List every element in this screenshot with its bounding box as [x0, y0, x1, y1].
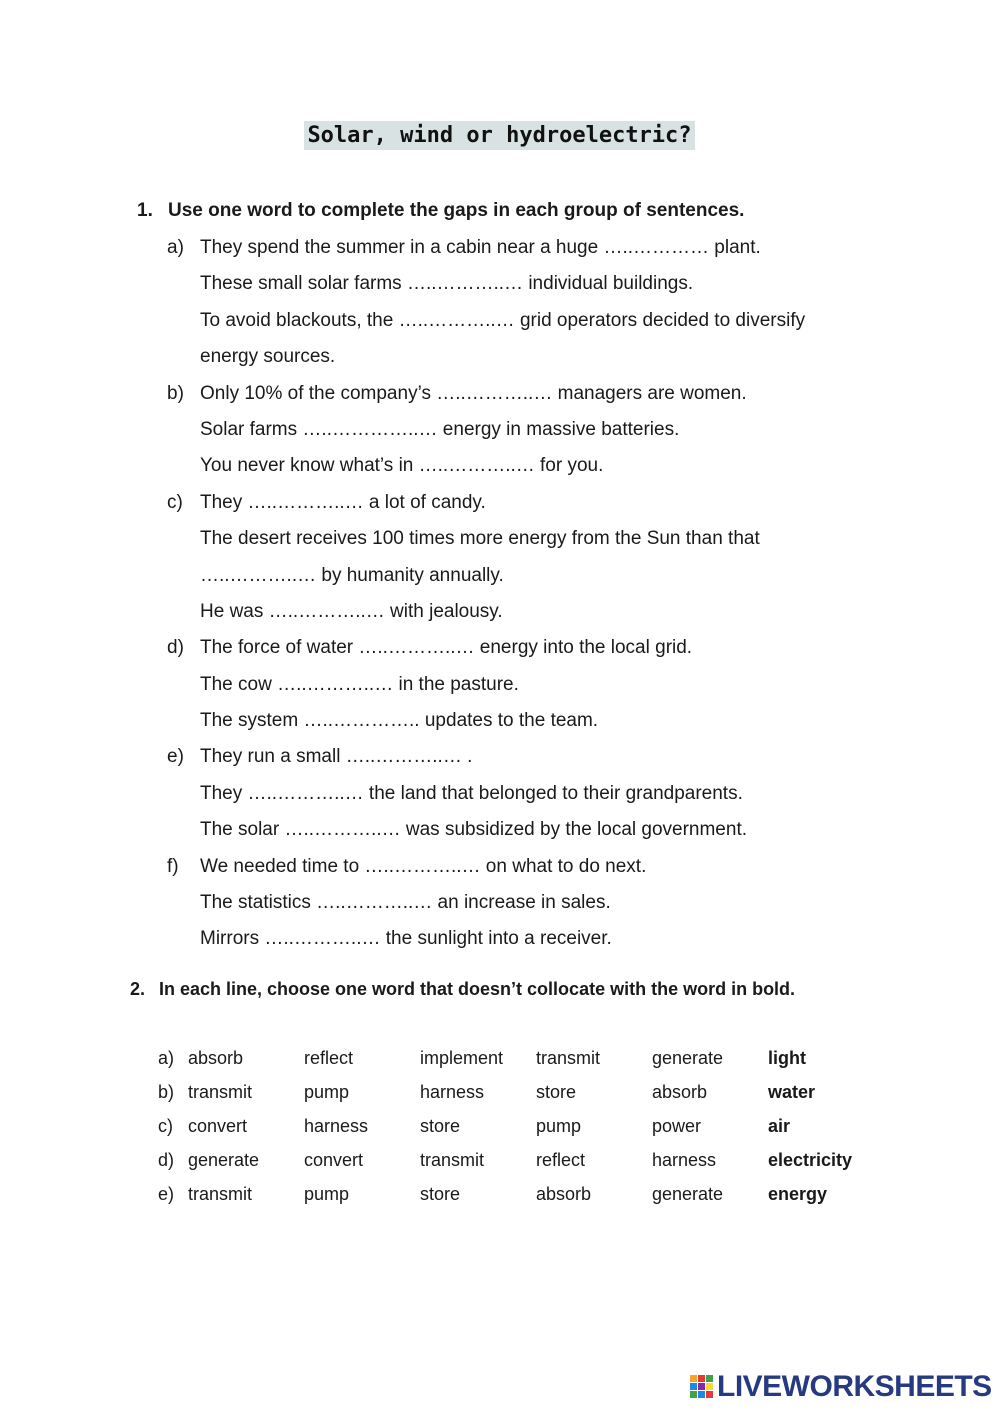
sentence-line [167, 921, 907, 957]
sentence-text: Only 10% of the company’s …..………..… managers are women. [200, 382, 747, 404]
word-option[interactable]: convert [188, 1115, 248, 1136]
sentence-text: The system …..………….. updates to the team. [200, 710, 599, 732]
collocation-table [158, 1041, 852, 1211]
brand-name: LIVEWORKSHEETS [717, 1370, 992, 1403]
sentence-line [167, 230, 907, 266]
sentence-text: These small solar farms …..………..… individual buildings. [200, 273, 694, 295]
sentence-text: The cow …..………..… in the pasture. [200, 673, 519, 695]
word-option[interactable]: harness [304, 1115, 369, 1136]
bold-keyword: water [768, 1081, 816, 1102]
word-option[interactable]: power [652, 1115, 702, 1136]
table-row [158, 1075, 852, 1109]
sentence-line [167, 849, 907, 885]
sentence-line [167, 303, 907, 339]
word-option[interactable]: store [420, 1115, 461, 1136]
sentence-text: The solar …..………..… was subsidized by the local government. [200, 819, 748, 841]
word-option[interactable]: harness [420, 1081, 485, 1102]
sentence-line [167, 485, 907, 521]
group-label: a) [167, 237, 184, 258]
exercise2-heading [130, 979, 795, 1000]
word-option[interactable]: absorb [536, 1183, 592, 1204]
word-option[interactable]: absorb [652, 1081, 708, 1102]
word-option[interactable]: reflect [304, 1047, 354, 1068]
word-option[interactable]: generate [652, 1047, 724, 1068]
group-label: c) [167, 491, 183, 513]
sentence-line [167, 630, 907, 666]
exercise2-instruction: In each line, choose one word that doesn’t collocate with the word in bold. [159, 979, 796, 999]
word-option[interactable]: generate [188, 1149, 260, 1170]
sentence-text: The force of water …..………..… energy into the local grid. [200, 637, 693, 659]
sentence-text: To avoid blackouts, the …..………..… grid operators decided to diversify [200, 309, 806, 331]
sentence-line [167, 739, 907, 775]
group-label: b) [167, 382, 184, 404]
table-row [158, 1143, 852, 1177]
title-container [0, 121, 999, 150]
sentence-line [167, 339, 907, 375]
word-option[interactable]: absorb [188, 1047, 244, 1068]
sentence-text: The desert receives 100 times more energy from the Sun than that [200, 528, 760, 550]
sentence-line [167, 376, 907, 412]
word-option[interactable]: transmit [188, 1081, 253, 1102]
sentence-line [167, 558, 907, 594]
row-label: d) [158, 1149, 175, 1170]
word-option[interactable]: pump [304, 1081, 350, 1102]
sentence-text: …..………..… by humanity annually. [200, 564, 504, 586]
sentence-text: They run a small …..………..… . [200, 746, 473, 768]
row-label: c) [158, 1115, 173, 1136]
sentence-line [167, 703, 907, 739]
word-option[interactable]: harness [652, 1149, 717, 1170]
word-option[interactable]: generate [652, 1183, 724, 1204]
sentence-text: They …..………..… the land that belonged to their grandparents. [200, 782, 743, 804]
sentence-line [167, 412, 907, 448]
exercise1-number: 1. [137, 200, 153, 221]
sentence-line [167, 448, 907, 484]
table-row [158, 1041, 852, 1075]
row-label: e) [158, 1183, 175, 1204]
table-row [158, 1109, 852, 1143]
group-label: f) [167, 855, 179, 877]
sentence-text: The statistics …..………..… an increase in sales. [200, 892, 611, 914]
word-option[interactable]: transmit [420, 1149, 485, 1170]
word-option[interactable]: transmit [536, 1047, 601, 1068]
exercise1-heading [137, 200, 744, 222]
liveworksheets-brand[interactable] [690, 1372, 992, 1402]
word-option[interactable]: convert [304, 1149, 364, 1170]
sentence-line [167, 594, 907, 630]
liveworksheets-logo-icon [690, 1375, 714, 1399]
exercise1-sentences [167, 230, 907, 958]
bold-keyword: light [768, 1047, 806, 1068]
bold-keyword: energy [768, 1183, 828, 1204]
sentence-text: You never know what’s in …..………..… for you. [200, 455, 604, 477]
exercise1-instruction: Use one word to complete the gaps in each group of sentences. [168, 200, 745, 221]
sentence-text: Solar farms …..…………..… energy in massive batteries. [200, 418, 680, 440]
bold-keyword: air [768, 1115, 791, 1136]
sentence-text: energy sources. [200, 346, 336, 368]
row-label: a) [158, 1047, 175, 1068]
sentence-text: They …..………..… a lot of candy. [200, 491, 486, 513]
sentence-line [167, 266, 907, 302]
sentence-text: He was …..………..… with jealousy. [200, 600, 503, 622]
table-row [158, 1177, 852, 1211]
page-title: Solar, wind or hydroelectric? [304, 121, 694, 150]
exercise2-number: 2. [130, 979, 146, 999]
group-label: d) [167, 637, 184, 659]
word-option[interactable]: pump [304, 1183, 350, 1204]
row-label: b) [158, 1081, 175, 1102]
word-option[interactable]: implement [420, 1047, 504, 1068]
sentence-text: Mirrors …..………..… the sunlight into a receiver. [200, 928, 612, 950]
sentence-line [167, 667, 907, 703]
word-option[interactable]: pump [536, 1115, 582, 1136]
word-option[interactable]: reflect [536, 1149, 586, 1170]
group-label: e) [167, 746, 184, 768]
sentence-text: We needed time to …..………..… on what to do next. [200, 855, 647, 877]
sentence-line [167, 521, 907, 557]
word-option[interactable]: store [536, 1081, 577, 1102]
sentence-line [167, 776, 907, 812]
word-option[interactable]: transmit [188, 1183, 253, 1204]
sentence-text: They spend the summer in a cabin near a huge …..………… plant. [200, 237, 761, 258]
sentence-line [167, 885, 907, 921]
bold-keyword: electricity [768, 1149, 853, 1170]
word-option[interactable]: store [420, 1183, 461, 1204]
sentence-line [167, 812, 907, 848]
